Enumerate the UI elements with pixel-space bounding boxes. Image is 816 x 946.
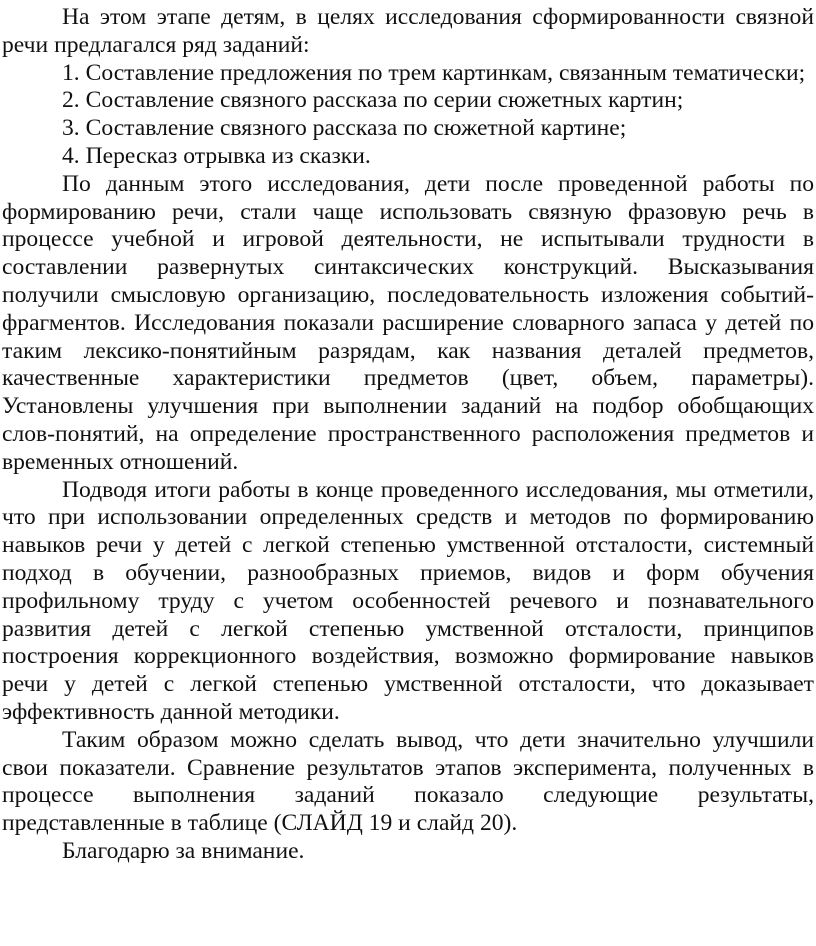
list-item-task-4: 4. Пересказ отрывка из сказки. bbox=[62, 142, 371, 169]
document-page bbox=[2, 4, 814, 866]
list-item-task-2: 2. Составление связного рассказа по серии сюжетных картин; bbox=[62, 87, 684, 114]
list-item-task-1: 1. Составление предложения по трем картинкам, связанным тематически; bbox=[62, 59, 806, 86]
paragraph-conclusion: Таким образом можно сделать вывод, что дети значительно улучшили свои показатели. Сравнение результатов этапов эксперимента, полученных в процессе выполнения заданий показало следующие результаты, представленные в таблице (СЛАЙД 19 и слайд 20). bbox=[2, 726, 814, 837]
list-item-task-3: 3. Составление связного рассказа по сюжетной картине; bbox=[62, 115, 627, 142]
paragraph-research-results: По данным этого исследования, дети после проведенной работы по формированию речи, стали чаще использовать связную фразовую речь в процессе учебной и игровой деятельности, не испытывали трудности в составлении развернутых синтаксических конструкций. Высказывания получили смысловую организацию, последовательность изложения событий-фрагментов. Исследования показали расширение словарного запаса у детей по таким лексико-понятийным разрядам, как названия деталей предметов, качественные характеристики предметов (цвет, объем, параметры). Установлены улучшения при выполнении заданий на подбор обобщающих слов-понятий, на определение пространственного расположения предметов и временных отношений. bbox=[2, 170, 814, 475]
paragraph-thanks: Благодарю за внимание. bbox=[62, 837, 305, 864]
paragraph-intro: На этом этапе детям, в целях исследования сформированности связной речи предлагался ряд заданий: bbox=[2, 4, 814, 58]
paragraph-summary: Подводя итоги работы в конце проведенного исследования, мы отметили, что при использовании определенных средств и методов по формированию навыков речи у детей с легкой степенью умственной отсталости, системный подход в обучении, разнообразных приемов, видов и форм обучения профильному труду с учетом особенностей речевого и познавательного развития детей с легкой степенью умственной отсталости, принципов построения коррекционного воздействия, возможно формирование навыков речи у детей с легкой степенью умственной отсталости, что доказывает эффективность данной методики. bbox=[2, 476, 814, 725]
